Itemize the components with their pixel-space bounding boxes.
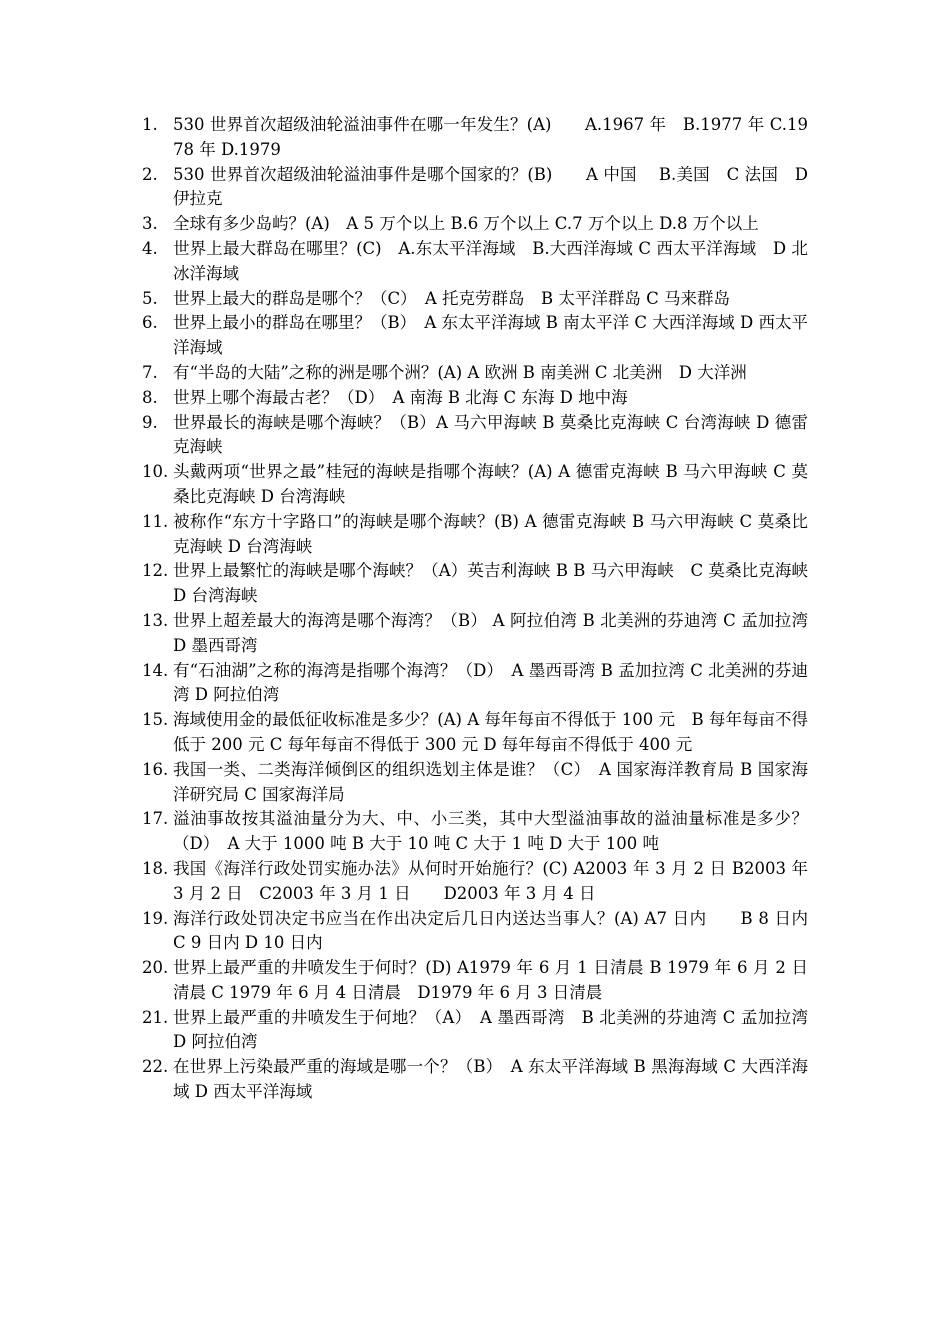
question-text: 在世界上污染最严重的海域是哪一个？（B） A 东太平洋海域 B 黑海海域 C 大西洋海域 D 西太平洋海域 (173, 1057, 808, 1102)
question-item (0, 237, 950, 287)
question-text: 世界上最小的群岛在哪里？（B） A 东太平洋海域 B 南太平洋 C 大西洋海域 D 西太平洋海域 (173, 313, 808, 358)
question-text: 世界上最大的群岛是哪个？（C） A 托克劳群岛 B 太平洋群岛 C 马来群岛 (173, 288, 731, 308)
question-item (0, 956, 950, 1006)
question-item (0, 659, 950, 709)
question-item (0, 361, 950, 386)
question-number: 2. (142, 164, 158, 184)
question-item (0, 758, 950, 808)
question-item (0, 1006, 950, 1056)
question-number: 6. (142, 313, 158, 333)
question-item (0, 559, 950, 609)
question-number: 22. (142, 1057, 169, 1077)
question-item (0, 907, 950, 957)
question-item (0, 857, 950, 907)
question-text: 世界最长的海峡是哪个海峡？（B）A 马六甲海峡 B 莫桑比克海峡 C 台湾海峡 D 德雷克海峡 (173, 412, 808, 457)
question-text: 海域使用金的最低征收标准是多少？(A) A 每年每亩不得低于 100 元 B 每年每亩不得低于 200 元 C 每年每亩不得低于 300 元 D 每年每亩不得低于 400 元 (173, 710, 808, 754)
question-text: 溢油事故按其溢油量分为大、中、小三类，其中大型溢油事故的溢油量标准是多少？ （D） A 大于 1000 吨 B 大于 10 吨 C 大于 1 吨 D 大于 100 吨 (173, 809, 825, 854)
question-number: 16. (142, 759, 169, 779)
question-text: 世界上最繁忙的海峡是哪个海峡？（A）英吉利海峡 B B 马六甲海峡 C 莫桑比克海峡 D 台湾海峡 (173, 561, 808, 606)
question-number: 3. (142, 214, 158, 234)
question-number: 17. (142, 809, 169, 829)
question-number: 19. (142, 908, 169, 928)
question-number: 5. (142, 288, 158, 308)
question-text: 被称作“东方十字路口”的海峡是哪个海峡？(B) A 德雷克海峡 B 马六甲海峡 C 莫桑比克海峡 D 台湾海峡 (173, 511, 808, 556)
question-number: 9. (142, 412, 158, 432)
question-item (0, 708, 950, 758)
question-text: 世界上最严重的井喷发生于何时？(D) A1979 年 6 月 1 日清晨 B 1979 年 6 月 2 日清晨 C 1979 年 6 月 4 日清晨 D1979 年 6 月 3 日清晨 (173, 958, 808, 1002)
question-number: 12. (142, 561, 169, 581)
question-text: 世界上超差最大的海湾是哪个海湾？（B） A 阿拉伯湾 B 北美洲的芬迪湾 C 孟加拉湾 D 墨西哥湾 (173, 610, 808, 655)
question-item (0, 411, 950, 461)
question-item (0, 807, 950, 857)
question-number: 1. (142, 115, 158, 134)
question-number: 15. (142, 710, 169, 730)
question-item (0, 460, 950, 510)
question-number: 20. (142, 958, 169, 978)
question-item (0, 1055, 950, 1105)
question-number: 18. (142, 858, 169, 878)
question-number: 4. (142, 238, 158, 258)
question-item (0, 510, 950, 560)
question-text: 有“石油湖”之称的海湾是指哪个海湾？（D） A 墨西哥湾 B 孟加拉湾 C 北美洲的芬迪湾 D 阿拉伯湾 (173, 660, 808, 705)
question-number: 11. (142, 511, 169, 531)
question-text: 世界上最严重的井喷发生于何地？（A） A 墨西哥湾 B 北美洲的芬迪湾 C 孟加拉湾 D 阿拉伯湾 (173, 1007, 808, 1052)
question-number: 10. (142, 462, 169, 482)
question-number: 21. (142, 1007, 169, 1027)
question-item (0, 609, 950, 659)
question-text: 我国一类、二类海洋倾倒区的组织选划主体是谁？（C） A 国家海洋教育局 B 国家海洋研究局 C 国家海洋局 (173, 759, 808, 804)
question-number: 14. (142, 660, 169, 680)
question-item (0, 386, 950, 411)
question-text: 530 世界首次超级油轮溢油事件是哪个国家的？(B) A 中国 B.美国 C 法国 D 伊拉克 (173, 164, 808, 209)
question-text: 海洋行政处罚决定书应当在作出决定后几日内送达当事人？(A) A7 日内 B 8 日内 C 9 日内 D 10 日内 (173, 908, 825, 953)
question-text: 有“半岛的大陆”之称的洲是哪个洲？(A) A 欧洲 B 南美洲 C 北美洲 D 大洋洲 (173, 362, 747, 382)
question-item (0, 287, 950, 312)
question-text: 头戴两项“世界之最”桂冠的海峡是指哪个海峡？(A) A 德雷克海峡 B 马六甲海峡 C 莫桑比克海峡 D 台湾海峡 (173, 462, 808, 506)
question-item (0, 311, 950, 361)
question-list (0, 113, 950, 1105)
question-number: 8. (142, 387, 158, 407)
question-text: 全球有多少岛屿？(A) A 5 万个以上 B.6 万个以上 C.7 万个以上 D.8 万个以上 (173, 214, 759, 234)
question-item (0, 113, 950, 163)
question-text: 世界上最大群岛在哪里？(C) A.东太平洋海域 B.大西洋海域 C 西太平洋海域 D 北冰洋海域 (173, 238, 808, 283)
question-number: 13. (142, 610, 169, 630)
question-item (0, 212, 950, 237)
question-text: 世界上哪个海最古老？（D） A 南海 B 北海 C 东海 D 地中海 (173, 387, 628, 407)
question-item (0, 163, 950, 213)
question-text: 530 世界首次超级油轮溢油事件在哪一年发生？(A) A.1967 年 B.1977 年 C.1978 年 D.1979 (173, 115, 808, 159)
question-number: 7. (142, 362, 158, 382)
question-text: 我国《海洋行政处罚实施办法》从何时开始施行？(C) A2003 年 3 月 2 日 B2003 年 3 月 2 日 C2003 年 3 月 1 日 D2003 年 3 月 4 日 (173, 858, 808, 903)
